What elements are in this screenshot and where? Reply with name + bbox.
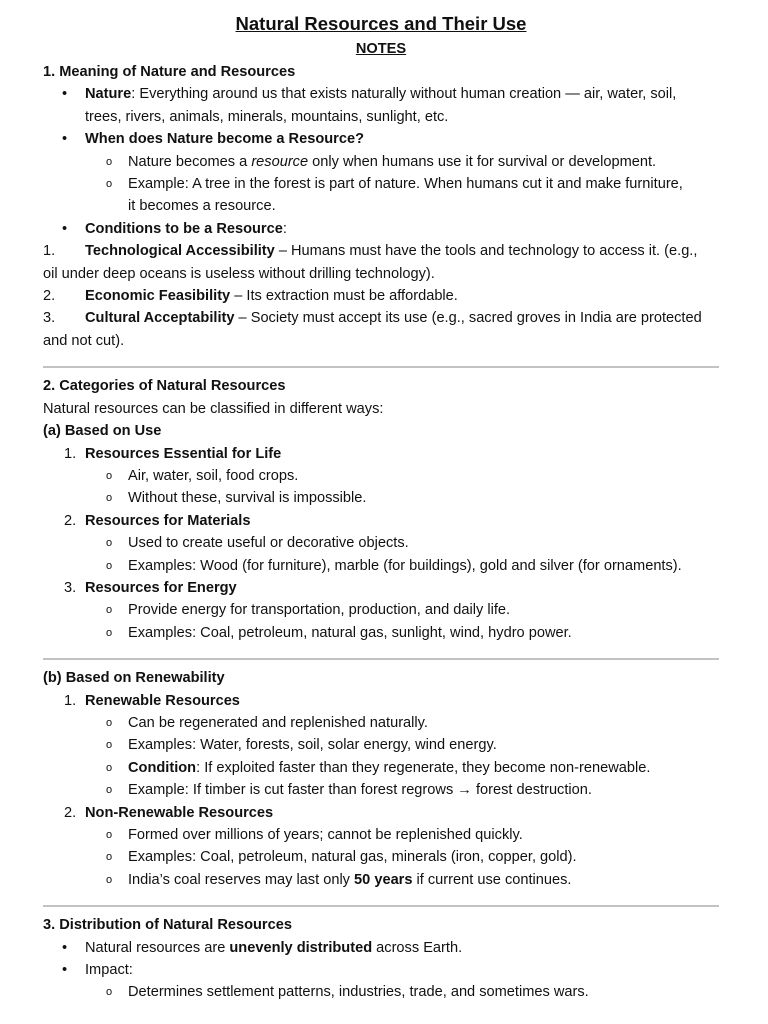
sub-bullet-icon: o: [106, 829, 113, 841]
sub-list-item-continuation: it becomes a resource.: [128, 198, 276, 215]
sub-list-item: o Can be regenerated and replenished naturally.: [43, 712, 719, 734]
section-3-heading: 3. Distribution of Natural Resources: [43, 917, 292, 934]
page-title: Natural Resources and Their Use: [235, 13, 527, 34]
sub-list-item: o Examples: Coal, petroleum, natural gas, sunlight, wind, hydro power.: [43, 622, 719, 644]
list-item: • Nature: Everything around us that exists naturally without human creation — air, water, soil,: [43, 83, 719, 105]
bullet-icon: •: [62, 131, 68, 148]
sub-list-item: o Nature becomes a resource only when humans use it for survival or development.: [43, 151, 719, 173]
sub-bullet-icon: o: [106, 873, 113, 886]
subsection-b-heading: (b) Based on Renewability: [43, 670, 225, 687]
bullet-icon: •: [62, 86, 68, 103]
numbered-item: 2. Non-Renewable Resources: [64, 804, 274, 821]
list-item: • Conditions to be a Resource:: [43, 218, 719, 240]
sub-list-item: o Examples: Water, forests, soil, solar energy, wind energy.: [43, 734, 719, 756]
section-divider: [43, 905, 719, 907]
sub-bullet-icon: o: [106, 851, 113, 864]
list-item: • Natural resources are unevenly distributed across Earth.: [43, 937, 719, 959]
sub-bullet-icon: o: [106, 178, 113, 191]
numbered-item: 3. Resources for Energy: [64, 579, 237, 596]
sub-bullet-icon: o: [106, 604, 113, 617]
sub-bullet-icon: o: [106, 155, 113, 168]
numbered-item: 1. Resources Essential for Life: [64, 445, 282, 462]
bullet-icon: •: [62, 939, 68, 956]
sub-list-item: o Determines settlement patterns, industries, trade, and sometimes wars.: [43, 981, 719, 1003]
subsection-a-heading: (a) Based on Use: [43, 423, 162, 440]
condition-item-continuation: oil under deep oceans is useless without drilling technology).: [43, 265, 435, 282]
numbered-item: 2. Resources for Materials: [64, 512, 251, 529]
sub-bullet-icon: o: [106, 986, 113, 999]
sub-bullet-icon: o: [106, 784, 113, 797]
sub-list-item: o Examples: Coal, petroleum, natural gas, minerals (iron, copper, gold).: [43, 846, 719, 868]
sub-bullet-icon: o: [106, 492, 113, 505]
section-divider: [43, 658, 719, 660]
sub-bullet-icon: o: [106, 469, 113, 482]
condition-item: 2. Economic Feasibility – Its extraction must be affordable.: [43, 288, 458, 305]
section-2-heading: 2. Categories of Natural Resources: [43, 378, 286, 395]
sub-bullet-icon: o: [106, 716, 113, 729]
section-intro: Natural resources can be classified in different ways:: [43, 400, 384, 417]
list-item: • When does Nature become a Resource?: [43, 128, 719, 150]
sub-list-item: o Examples: Wood (for furniture), marble (for buildings), gold and silver (for ornaments).: [43, 555, 719, 577]
sub-list-item: o Without these, survival is impossible.: [43, 487, 719, 509]
sub-list-item: o Provide energy for transportation, production, and daily life.: [43, 599, 719, 621]
condition-item: 3. Cultural Acceptability – Society must accept its use (e.g., sacred groves in India are protected: [43, 310, 702, 327]
page-subtitle: NOTES: [355, 41, 407, 57]
sub-bullet-icon: o: [106, 559, 113, 572]
sub-list-item: o India’s coal reserves may last only 50 years if current use continues.: [43, 869, 719, 891]
sub-bullet-icon: o: [106, 739, 113, 752]
section-1-heading: 1. Meaning of Nature and Resources: [43, 64, 296, 80]
sub-bullet-icon: o: [106, 626, 113, 639]
numbered-item: 1. Renewable Resources: [64, 692, 240, 709]
condition-item-continuation: and not cut).: [43, 332, 125, 349]
sub-list-item: o Example: If timber is cut faster than forest regrows → forest destruction.: [43, 779, 719, 801]
sub-bullet-icon: o: [106, 537, 113, 550]
sub-list-item: o Condition: If exploited faster than they regenerate, they become non-renewable.: [43, 757, 719, 779]
sub-list-item: o Example: A tree in the forest is part of nature. When humans cut it and make furniture,: [43, 173, 719, 195]
sub-list-item: o Formed over millions of years; cannot be replenished quickly.: [43, 824, 719, 846]
sub-list-item: o Air, water, soil, food crops.: [43, 465, 719, 487]
list-item-continuation: trees, rivers, animals, minerals, mountains, sunlight, etc.: [85, 108, 449, 125]
document-page: [43, 10, 719, 1004]
section-divider: [43, 366, 719, 368]
sub-bullet-icon: o: [106, 761, 113, 774]
bullet-icon: •: [62, 962, 68, 979]
bullet-icon: •: [62, 220, 68, 237]
sub-list-item: o Used to create useful or decorative objects.: [43, 532, 719, 554]
condition-item: 1. Technological Accessibility – Humans must have the tools and technology to access it. (e.g.,: [43, 243, 698, 260]
list-item: • Impact:: [43, 959, 719, 981]
